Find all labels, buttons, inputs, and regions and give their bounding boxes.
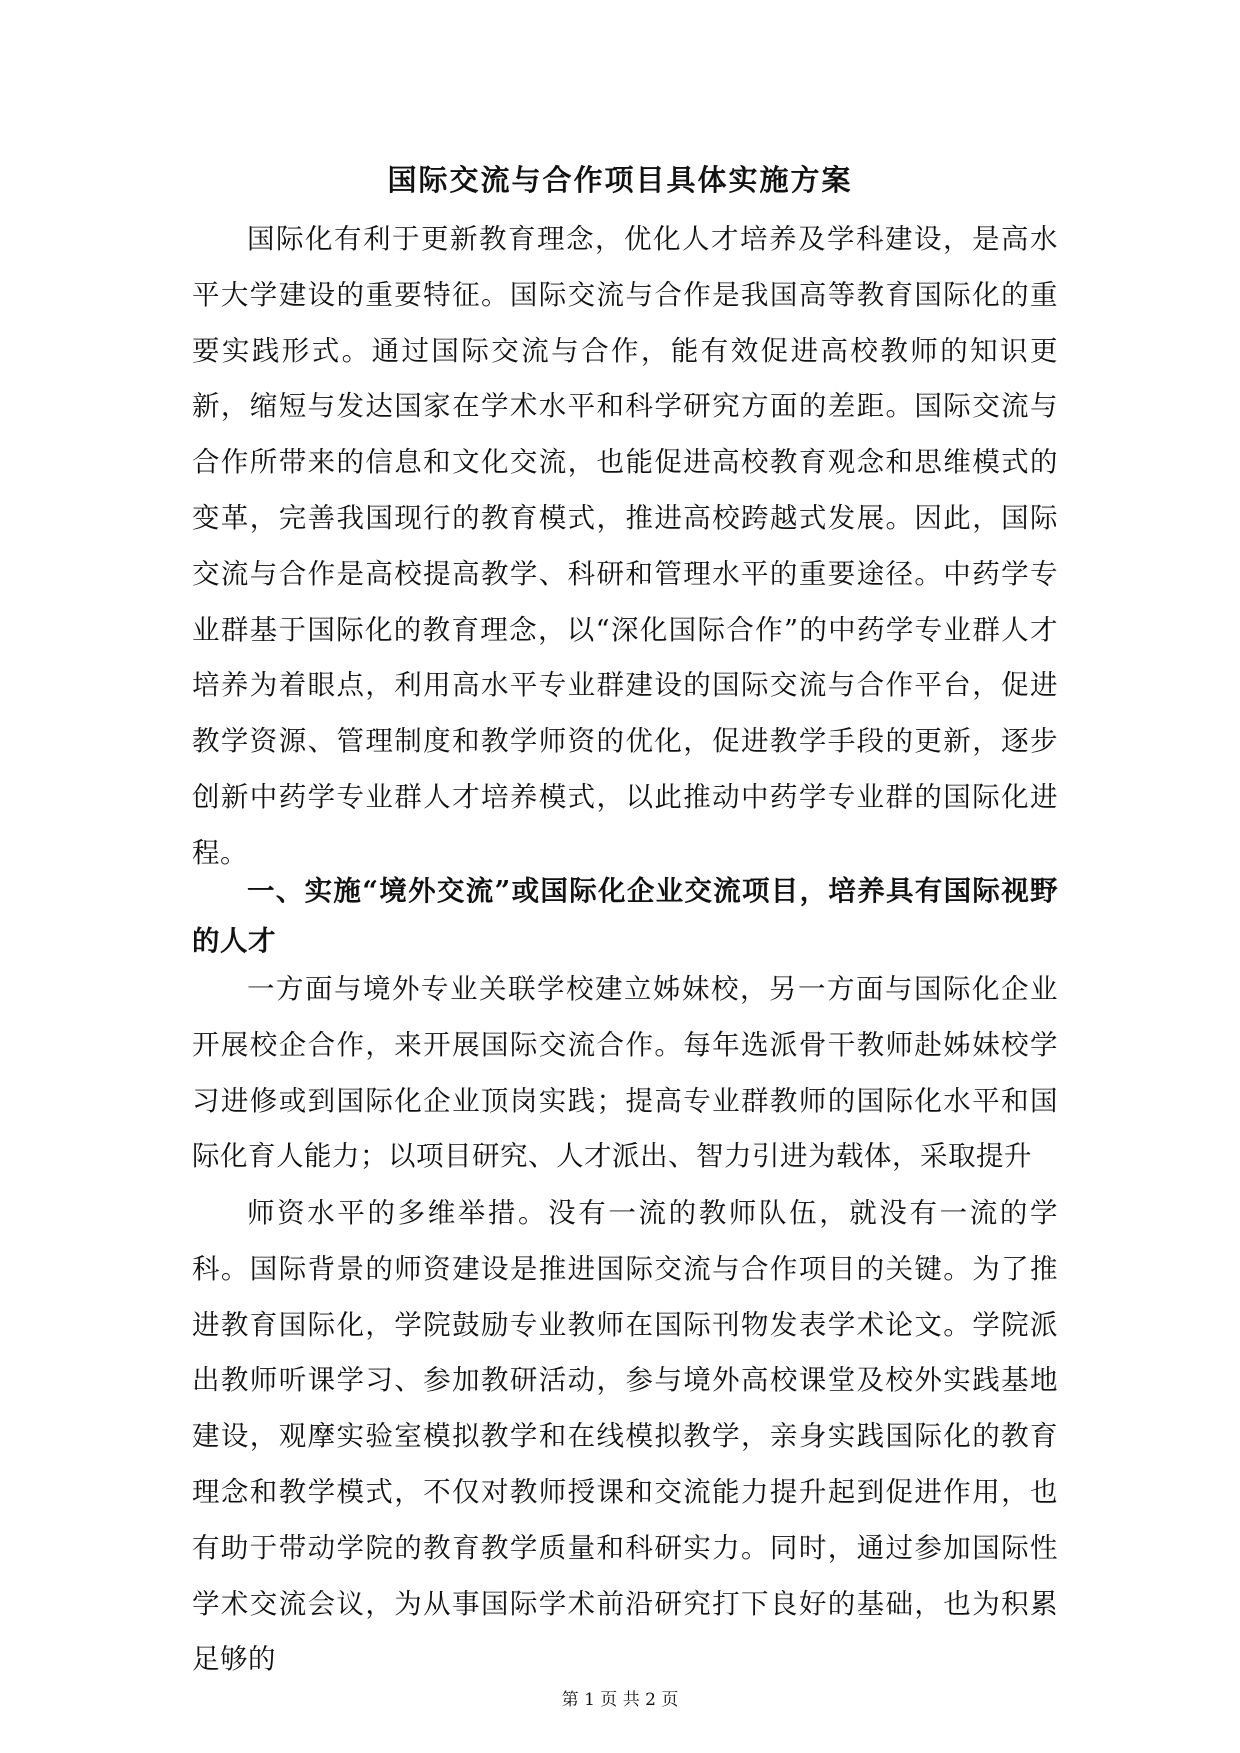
paragraph-intro: 国际化有利于更新教育理念，优化人才培养及学科建设，是高水平大学建设的重要特征。国际交流与合作是我国高等教育国际化的重要实践形式。通过国际交流与合作，能有效促进高校教师的知识更新，缩短与发达国家在学术水平和科学研究方面的差距。国际交流与合作所带来的信息和文化交流，也能促进高校教育观念和思维模式的变革，完善我国现行的教育模式，推进高校跨越式发展。因此，国际交流与合作是高校提高教学、科研和管理水平的重要途径。中药学专业群基于国际化的教育理念，以“深化国际合作”的中药学专业群人才培养为着眼点，利用高水平专业群建设的国际交流与合作平台，促进教学资源、管理制度和教学师资的优化，促进教学手段的更新，逐步创新中药学专业群人才培养模式，以此推动中药学专业群的国际化进程。: [192, 223, 1058, 869]
section-1-heading: 一、实施“境外交流”或国际化企业交流项目，培养具有国际视野的人才: [192, 875, 1058, 957]
document-title: 国际交流与合作项目具体实施方案: [387, 163, 853, 197]
page-number-footer: 第 1 页 共 2 页: [561, 1690, 679, 1710]
paragraph-faculty: 师资水平的多维举措。没有一流的教师队伍，就没有一流的学科。国际背景的师资建设是推进国际交流与合作项目的关键。为了推进教育国际化，学院鼓励专业教师在国际刊物发表学术论文。学院派出教师听课学习、参加教研活动，参与境外高校课堂及校外实践基地建设，观摩实验室模拟教学和在线模拟教学，亲身实践国际化的教育理念和教学模式，不仅对教师授课和交流能力提升起到促进作用，也有助于带动学院的教育教学质量和科研实力。同时，通过参加国际性学术交流会议，为从事国际学术前沿研究打下良好的基础，也为积累足够的: [192, 1197, 1058, 1676]
paragraph-section-1: 一方面与境外专业关联学校建立姊妹校，另一方面与国际化企业开展校企合作，来开展国际交流合作。每年选派骨干教师赴姊妹校学习进修或到国际化企业顶岗实践；提高专业群教师的国际化水平和国际化育人能力；以项目研究、人才派出、智力引进为载体，采取提升: [192, 973, 1058, 1173]
